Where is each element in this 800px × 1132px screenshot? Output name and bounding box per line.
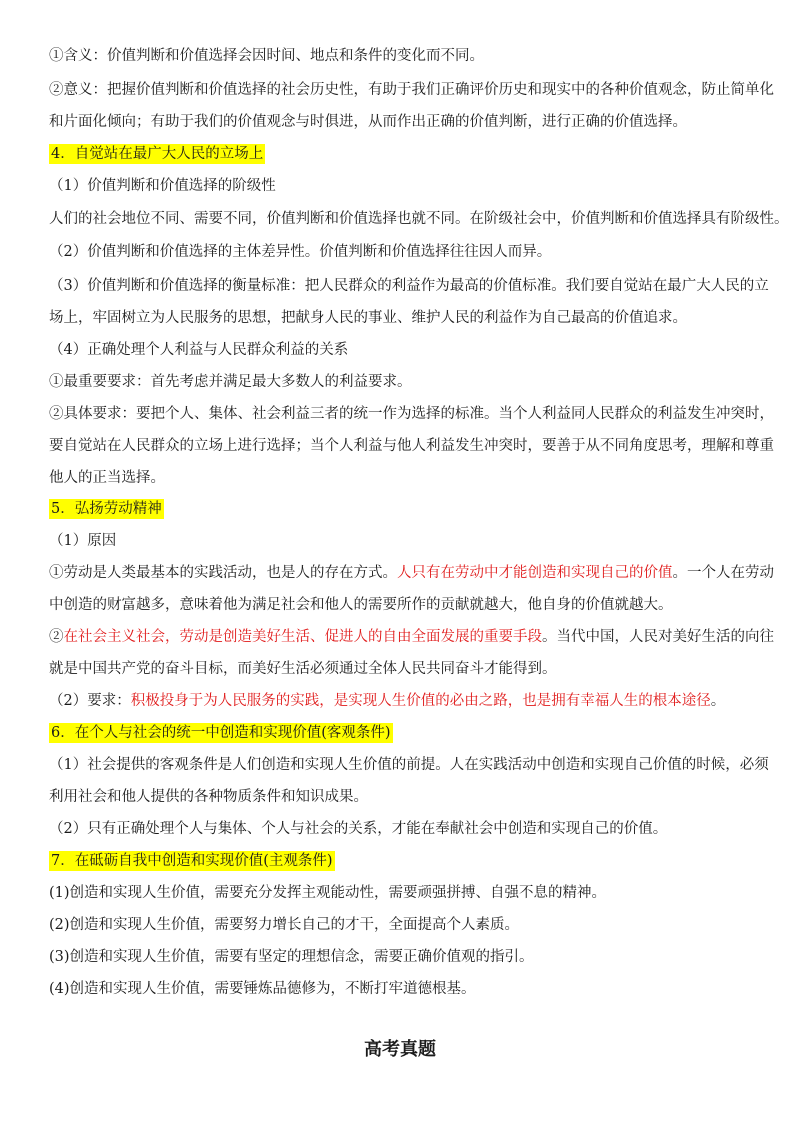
text-line <box>0 46 800 66</box>
text-segment: (3)创造和实现人生价值，需要有坚定的理想信念，需要正确价值观的指引。 <box>49 949 534 965</box>
text-segment: 。 <box>710 693 726 709</box>
text-segment: 场上，牢固树立为人民服务的思想，把献身人民的事业、维护人民的利益作为自己最高的价值追求。 <box>49 310 687 326</box>
text-segment: （1）社会提供的客观条件是人们创造和实现人生价值的前提。人在实践活动中创造和实现自己价值的时候，必须 <box>49 757 769 773</box>
text-segment: 他人的正当选择。 <box>49 470 165 486</box>
section-heading <box>0 851 800 871</box>
text-segment: ①劳动是人类最基本的实践活动，也是人的存在方式。 <box>49 565 397 581</box>
text-segment: （2）只有正确处理个人与集体、个人与社会的关系，才能在奉献社会中创造和实现自己的价值。 <box>49 821 668 837</box>
text-segment: 。一个人在劳动 <box>672 565 774 581</box>
text-segment: （3）价值判断和价值选择的衡量标准：把人民群众的利益作为最高的价值标准。我们要自觉站在最广大人民的立 <box>49 278 769 294</box>
text-segment: （1）价值判断和价值选择的阶级性 <box>49 178 276 194</box>
text-line <box>0 563 800 583</box>
text-line <box>0 819 800 839</box>
text-line <box>0 209 800 229</box>
text-segment: (1)创造和实现人生价值，需要充分发挥主观能动性，需要顽强拼搏、自强不息的精神。 <box>49 885 607 901</box>
text-segment: 人们的社会地位不同、需要不同，价值判断和价值选择也就不同。在阶级社会中，价值判断和价值选择具有阶级性。 <box>49 211 789 227</box>
emphasis-text: 积极投身于为人民服务的实践，是实现人生价值的必由之路，也是拥有幸福人生的根本途径 <box>130 693 711 709</box>
text-line <box>0 80 800 100</box>
text-line <box>0 595 800 615</box>
text-line <box>0 404 800 424</box>
emphasis-text: 人只有在劳动中才能创造和实现自己的价值 <box>397 565 673 581</box>
text-segment: ②具体要求：要把个人、集体、社会利益三者的统一作为选择的标准。当个人利益同人民群众的利益发生冲突时， <box>49 406 774 422</box>
section-heading <box>0 723 800 743</box>
text-line <box>0 242 800 262</box>
text-segment: (4)创造和实现人生价值，需要锤炼品德修为，不断打牢道德根基。 <box>49 981 476 997</box>
text-line <box>0 531 800 551</box>
text-line <box>0 627 800 647</box>
text-segment: ② <box>49 629 64 645</box>
text-segment: (2)创造和实现人生价值，需要努力增长自己的才干，全面提高个人素质。 <box>49 917 520 933</box>
text-line <box>0 883 800 903</box>
text-segment: 中创造的财富越多，意味着他为满足社会和他人的需要所作的贡献就越大，他自身的价值就越大。 <box>49 597 673 613</box>
highlighted-heading-text: 5．弘扬劳动精神 <box>51 501 162 517</box>
text-segment: （2）价值判断和价值选择的主体差异性。价值判断和价值选择往往因人而异。 <box>49 244 552 260</box>
text-line <box>0 176 800 196</box>
text-line <box>0 372 800 392</box>
text-segment: 。当代中国，人民对美好生活的向往 <box>542 629 774 645</box>
text-line <box>0 308 800 328</box>
text-segment: 利用社会和他人提供的各种物质条件和知识成果。 <box>49 789 368 805</box>
text-line <box>0 915 800 935</box>
text-segment: ①最重要要求：首先考虑并满足最大多数人的利益要求。 <box>49 374 412 390</box>
text-line <box>0 691 800 711</box>
emphasis-text: 在社会主义社会，劳动是创造美好生活、促进人的自由全面发展的重要手段 <box>63 629 542 645</box>
text-segment: 和片面化倾向；有助于我们的价值观念与时俱进，从而作出正确的价值判断，进行正确的价值选择。 <box>49 114 687 130</box>
section-title: 高考真题 <box>364 1039 436 1060</box>
text-line <box>0 979 800 999</box>
section-heading <box>0 144 800 164</box>
text-segment: ①含义：价值判断和价值选择会因时间、地点和条件的变化而不同。 <box>49 48 484 64</box>
highlighted-heading-text: 6．在个人与社会的统一中创造和实现价值(客观条件) <box>51 725 391 741</box>
section-heading <box>0 499 800 519</box>
text-segment: （4）正确处理个人利益与人民群众利益的关系 <box>49 342 349 358</box>
text-segment: ②意义：把握价值判断和价值选择的社会历史性，有助于我们正确评价历史和现实中的各种价值观念，防止简单化 <box>49 82 774 98</box>
text-line <box>0 112 800 132</box>
text-segment: （1）原因 <box>49 533 117 549</box>
text-segment: 要自觉站在人民群众的立场上进行选择；当个人利益与他人利益发生冲突时，要善于从不同角度思考，理解和尊重 <box>49 438 774 454</box>
text-line <box>0 755 800 775</box>
text-line <box>0 468 800 488</box>
text-line <box>0 340 800 360</box>
text-line <box>0 436 800 456</box>
text-line <box>0 947 800 967</box>
text-line <box>0 659 800 679</box>
highlighted-heading-text: 4．自觉站在最广大人民的立场上 <box>51 146 264 162</box>
text-line <box>0 787 800 807</box>
highlighted-heading-text: 7．在砥砺自我中创造和实现价值(主观条件) <box>51 853 333 869</box>
text-segment: （2）要求： <box>49 693 131 709</box>
text-line <box>0 276 800 296</box>
text-segment: 就是中国共产党的奋斗目标，而美好生活必须通过全体人民共同奋斗才能得到。 <box>49 661 557 677</box>
